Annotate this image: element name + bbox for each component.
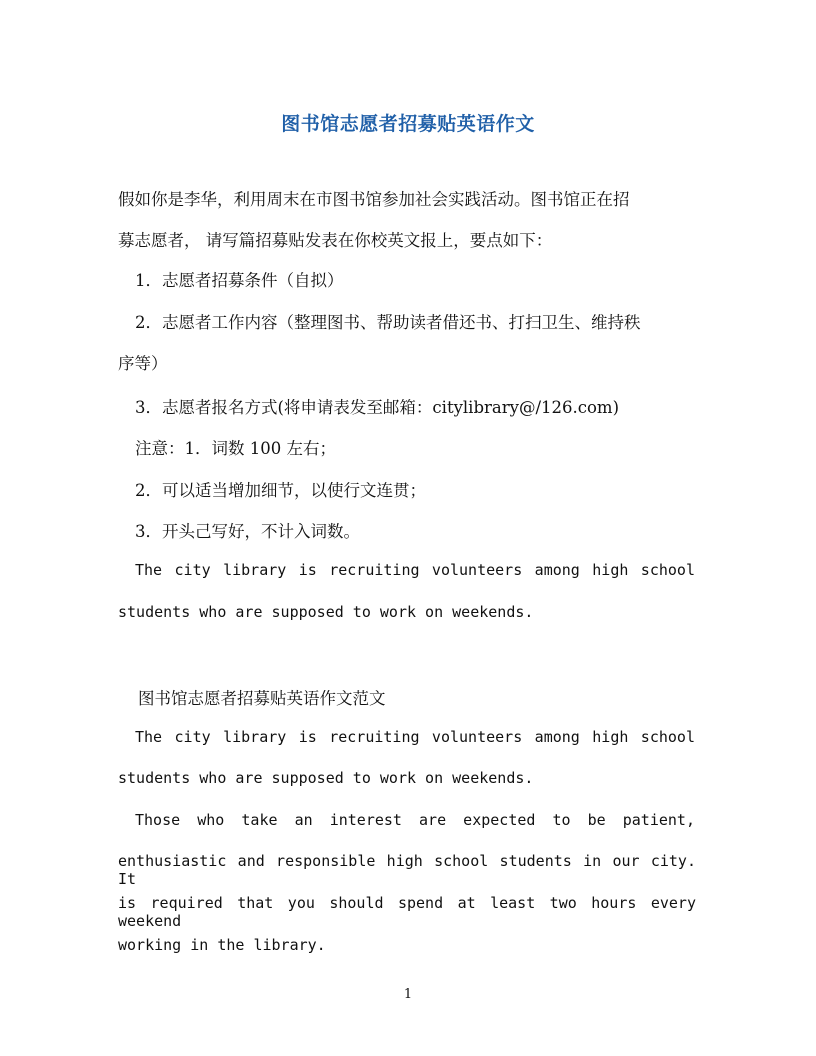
opening-line-2: students who are supposed to work on weekends. xyxy=(118,603,534,621)
sample-paragraph-2-line-3: is required that you should spend at least two hours every weekend xyxy=(118,894,696,930)
sample-paragraph-2-line-1: Those who take an interest are expected to be patient, xyxy=(135,811,695,829)
prompt-point-3: 3．志愿者报名方式(将申请表发至邮箱：citylibrary@/126.com) xyxy=(135,398,620,417)
page-number: 1 xyxy=(403,987,413,1002)
prompt-line-2: 募志愿者， 请写篇招募贴发表在你校英文报上，要点如下： xyxy=(118,231,553,250)
sample-paragraph-1-line-1: The city library is recruiting volunteers among high school xyxy=(135,728,695,746)
sample-paragraph-1-line-2: students who are supposed to work on weekends. xyxy=(118,769,534,787)
note-3: 3．开头己写好，不计入词数。 xyxy=(135,522,360,541)
prompt-point-2-line-1: 2．志愿者工作内容（整理图书、帮助读者借还书、打扫卫生、维持秩 xyxy=(135,313,641,332)
sample-heading: 图书馆志愿者招募贴英语作文范文 xyxy=(138,689,386,708)
note-1: 注意：1．词数 100 左右； xyxy=(135,439,336,458)
prompt-point-2-line-2: 序等） xyxy=(118,354,168,373)
opening-line-1: The city library is recruiting volunteers among high school xyxy=(135,561,695,579)
sample-paragraph-2-line-2: enthusiastic and responsible high school students in our city. It xyxy=(118,852,696,888)
sample-paragraph-2-line-4: working in the library. xyxy=(118,936,326,954)
prompt-point-1: 1．志愿者招募条件（自拟） xyxy=(135,271,344,290)
note-2: 2．可以适当增加细节，以使行文连贯； xyxy=(135,481,426,500)
prompt-line-1: 假如你是李华，利用周末在市图书馆参加社会实践活动。图书馆正在招 xyxy=(118,190,630,209)
document-title: 图书馆志愿者招募贴英语作文 xyxy=(281,113,535,135)
